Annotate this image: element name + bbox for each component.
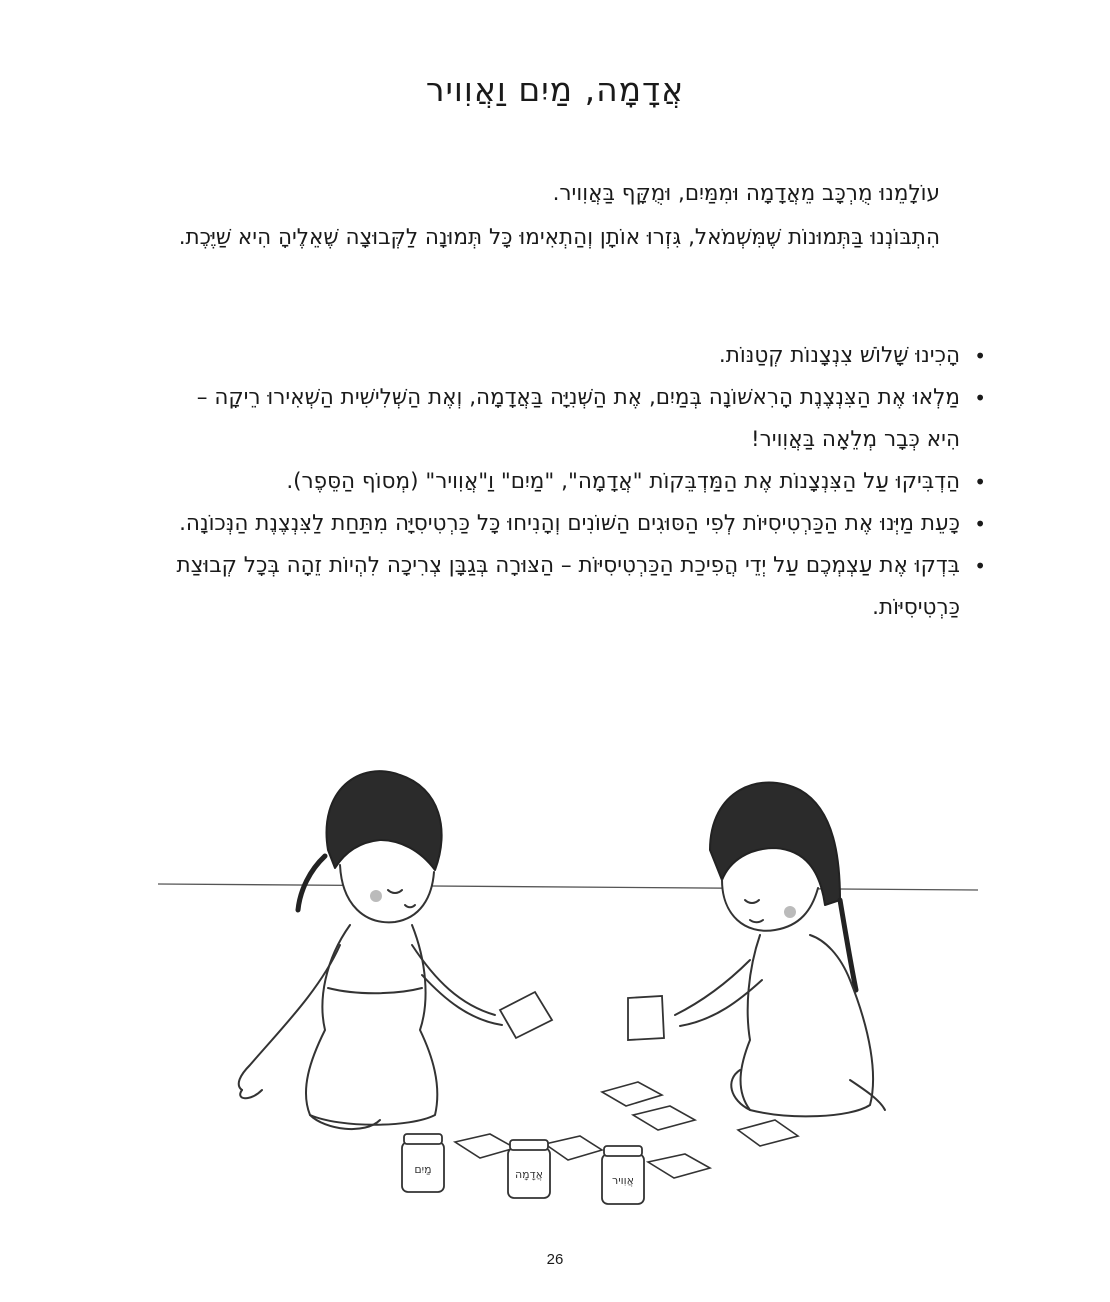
children-sorting-cards-illustration xyxy=(150,730,990,1220)
held-card-right xyxy=(628,996,664,1040)
intro-line-2: הִתְבּוֹנְנוּ בַּתְּמוּנוֹת שֶׁמִּשְׁמֹאל, גִּזְרוּ אוֹתָן וְהַתְאִימוּ כָּל תְּמוּנָה לַקְּבוּצָה שֶׁאֵלֶיהָ הִיא שַׁיֶּכֶת. xyxy=(178,225,940,250)
instructions-list xyxy=(170,335,986,629)
intro-text xyxy=(170,172,940,260)
jar-air-label: אֲוִויר xyxy=(611,1174,635,1187)
list-item: • בִּדְקוּ אֶת עַצְמְכֶם עַל יְדֵי הֲפִיכַת הַכַּרְטִיסִיּוֹת – הַצּוּרָה בְּגַבָּן צְרִיכָה לִהְיוֹת זֵהָה בְּכָל קְבוּצַת כַּרְטִיסִיּוֹת. xyxy=(170,545,960,629)
intro-line-1: עוֹלָמֵנוּ מֻרְכָּב מֵאֲדָמָה וּמִמַּיִם, וּמֻקָּף בַּאֲוִויר. xyxy=(552,181,940,206)
list-item: • כָּעֵת מַיְּנוּ אֶת הַכַּרְטִיסִיּוֹת לְפִי הַסּוּגִים הַשּׁוֹנִים וְהָנִיחוּ כָּל כַּרְטִיסִיָּה מִתַּחַת לַצִּנְצֶנֶת הַנְּכוֹנָה. xyxy=(170,503,960,545)
jar-earth-label: אֲדָמָה xyxy=(514,1168,544,1181)
jar-water-label: מַיִם xyxy=(414,1163,432,1176)
floor-card xyxy=(602,1082,662,1106)
list-item: • מַלְאוּ אֶת הַצִּנְצֶנֶת הָרִאשׁוֹנָה בְּמַיִם, אֶת הַשְּׁנִיָּה בַּאֲדָמָה, וְאֶת הַשְּׁלִישִׁית הַשְׁאִירוּ רֵיקָה – הִיא כְּבָר מְלֵאָה בַּאֲוִויר! xyxy=(170,377,960,461)
floor-card xyxy=(545,1136,602,1160)
jar-water xyxy=(402,1134,444,1192)
held-card-left xyxy=(500,992,552,1038)
right-girl-figure xyxy=(675,783,885,1117)
floor-line xyxy=(158,884,978,890)
left-girl-figure xyxy=(239,771,502,1129)
jar-earth xyxy=(508,1140,550,1198)
floor-card xyxy=(633,1106,695,1130)
list-item: • הַדְבִּיקוּ עַל הַצִּנְצָנוֹת אֶת הַמַּדְבֵּקוֹת "אֲדָמָה", "מַיִם" וַ"אֲוִויר" (מְסוֹף הַסֵּפֶר). xyxy=(170,461,960,503)
floor-card xyxy=(455,1134,515,1158)
floor-card xyxy=(648,1154,710,1178)
floor-card xyxy=(738,1120,798,1146)
page-title: אֲדָמָה, מַיִם וַאֲוִויר xyxy=(425,70,685,109)
list-item: • הָכִינוּ שָׁלוֹשׁ צִנְצָנוֹת קְטַנּוֹת. xyxy=(170,335,960,377)
jar-air xyxy=(602,1146,644,1204)
page-number: 26 xyxy=(546,1251,564,1268)
